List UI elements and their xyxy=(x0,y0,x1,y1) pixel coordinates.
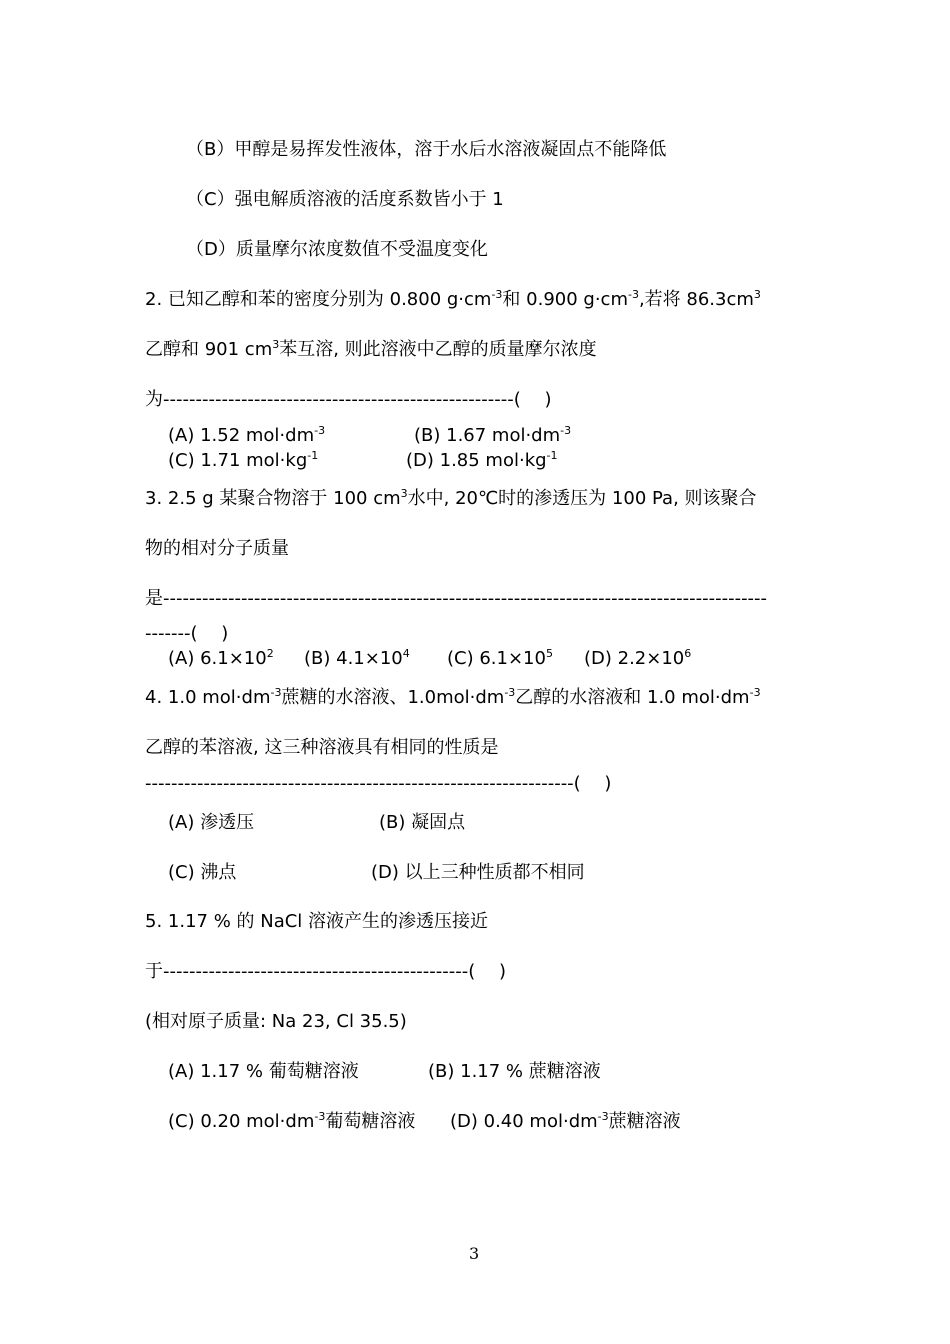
q2-text-a: 2. 已知乙醇和苯的密度分别为 0.800 g·cm xyxy=(145,289,492,310)
q2-text-e: 苯互溶, 则此溶液中乙醇的质量摩尔浓度 xyxy=(279,339,597,360)
superscript: 3 xyxy=(753,288,761,301)
q5-option-a: (A) 1.17 % 葡萄糖溶液 xyxy=(168,1061,359,1082)
q4-text-c: 乙醇的水溶液和 1.0 mol·dm xyxy=(515,687,750,708)
q2-option-b-text: (B) 1.67 mol·dm xyxy=(414,425,561,446)
q3-text-a: 3. 2.5 g 某聚合物溶于 100 cm xyxy=(145,488,401,509)
superscript: -3 xyxy=(504,686,516,699)
q5-line2: 于-----------------------------------------------( ) xyxy=(145,961,507,982)
superscript: -3 xyxy=(560,424,572,437)
superscript: -1 xyxy=(546,449,558,462)
q3-option-d-text: (D) 2.2×10 xyxy=(584,648,685,669)
q1-option-b: （B）甲醇是易挥发性液体，溶于水后水溶液凝固点不能降低 xyxy=(186,139,667,160)
q2-line3: 为------------------------------------------------------( ) xyxy=(145,389,552,410)
q3-option-a xyxy=(168,647,274,671)
q3-line4: -------( ) xyxy=(145,623,229,644)
q3-line2: 物的相对分子质量 xyxy=(145,538,289,559)
q5-option-d xyxy=(450,1110,681,1134)
q1-option-c: （C）强电解质溶液的活度系数皆小于 1 xyxy=(186,189,504,210)
q3-option-b-text: (B) 4.1×10 xyxy=(304,648,403,669)
superscript: 4 xyxy=(402,647,410,660)
q1-option-d: （D）质量摩尔浓度数值不受温度变化 xyxy=(186,239,488,260)
q2-option-c-text: (C) 1.71 mol·kg xyxy=(168,450,308,471)
q4-line3: ------------------------------------------------------------------( ) xyxy=(145,773,612,794)
q3-line1 xyxy=(145,487,757,511)
superscript: 5 xyxy=(545,647,553,660)
q5-line1: 5. 1.17 % 的 NaCl 溶液产生的渗透压接近 xyxy=(145,911,489,932)
q4-text-b: 蔗糖的水溶液、1.0mol·dm xyxy=(281,687,505,708)
q2-option-a-text: (A) 1.52 mol·dm xyxy=(168,425,315,446)
q3-line3: 是--------------------------------------------------------------------------------------------- xyxy=(145,588,768,609)
superscript: -3 xyxy=(597,1110,609,1123)
q2-option-a xyxy=(168,424,325,448)
q2-option-c xyxy=(168,449,318,473)
superscript: 2 xyxy=(266,647,274,660)
q5-option-d-text: (D) 0.40 mol·dm xyxy=(450,1111,598,1132)
q3-option-d xyxy=(584,647,691,671)
superscript: 3 xyxy=(272,338,280,351)
q2-line2 xyxy=(145,338,597,362)
q5-option-c-text: (C) 0.20 mol·dm xyxy=(168,1111,315,1132)
superscript: -3 xyxy=(627,288,639,301)
q4-option-a: (A) 渗透压 xyxy=(168,812,255,833)
q3-option-c xyxy=(447,647,553,671)
superscript: -3 xyxy=(314,424,326,437)
superscript: -3 xyxy=(314,1110,326,1123)
superscript: -1 xyxy=(307,449,319,462)
q4-line2: 乙醇的苯溶液, 这三种溶液具有相同的性质是 xyxy=(145,737,499,758)
superscript: -3 xyxy=(491,288,503,301)
q3-option-a-text: (A) 6.1×10 xyxy=(168,648,267,669)
q3-text-b: 水中, 20℃时的渗透压为 100 Pa, 则该聚合 xyxy=(407,488,757,509)
superscript: 3 xyxy=(400,487,408,500)
superscript: 6 xyxy=(684,647,692,660)
q4-text-a: 4. 1.0 mol·dm xyxy=(145,687,271,708)
q3-option-c-text: (C) 6.1×10 xyxy=(447,648,546,669)
page-number: 3 xyxy=(469,1244,480,1263)
q2-option-d xyxy=(406,449,558,473)
q2-text-d: 乙醇和 901 cm xyxy=(145,339,273,360)
q2-text-b: 和 0.900 g·cm xyxy=(502,289,628,310)
superscript: -3 xyxy=(749,686,761,699)
q5-option-b: (B) 1.17 % 蔗糖溶液 xyxy=(428,1061,601,1082)
q4-line1 xyxy=(145,686,761,710)
q2-option-b xyxy=(414,424,571,448)
q2-text-c: ,若将 86.3cm xyxy=(638,289,754,310)
q2-option-d-text: (D) 1.85 mol·kg xyxy=(406,450,547,471)
q4-option-b: (B) 凝固点 xyxy=(379,812,466,833)
q4-option-c: (C) 沸点 xyxy=(168,862,237,883)
superscript: -3 xyxy=(270,686,282,699)
q5-option-d-tail: 蔗糖溶液 xyxy=(608,1111,681,1132)
q4-option-d: (D) 以上三种性质都不相同 xyxy=(371,862,585,883)
q5-option-c-tail: 葡萄糖溶液 xyxy=(325,1111,416,1132)
q3-option-b xyxy=(304,647,410,671)
q5-line3: (相对原子质量: Na 23, Cl 35.5) xyxy=(145,1011,407,1032)
q5-option-c xyxy=(168,1110,415,1134)
q2-line1 xyxy=(145,288,761,312)
